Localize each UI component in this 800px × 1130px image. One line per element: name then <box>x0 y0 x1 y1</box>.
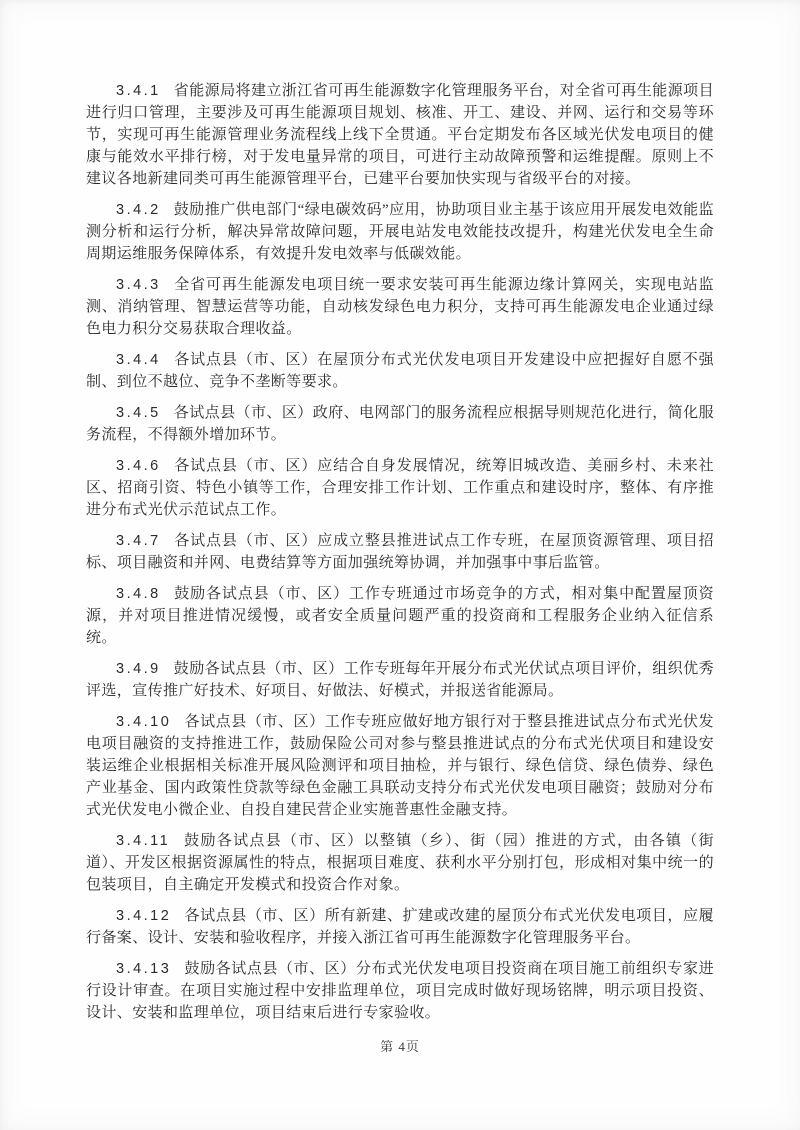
paragraph-number: 3.4.5 <box>116 405 161 421</box>
paragraph-text: 各试点县（市、区）在屋顶分布式光伏发电项目开发建设中应把握好自愿不强制、到位不越位、竞争不垄断等要求。 <box>86 352 714 390</box>
paragraph-text: 全省可再生能源发电项目统一要求安装可再生能源边缘计算网关，实现电站监测、消纳管理、智慧运营等功能，自动核发绿色电力积分，支持可再生能源发电企业通过绿色电力积分交易获取合理收益。 <box>86 277 714 337</box>
paragraph-number: 3.4.13 <box>116 961 172 977</box>
paragraph-number: 3.4.1 <box>116 83 161 99</box>
paragraph-3-4-1 <box>86 80 714 190</box>
document-body <box>86 80 714 1033</box>
paragraph-number: 3.4.9 <box>116 661 161 677</box>
paragraph-3-4-3 <box>86 274 714 340</box>
paragraph-3-4-4 <box>86 349 714 393</box>
paragraph-number: 3.4.2 <box>116 202 161 218</box>
paragraph-text: 各试点县（市、区）应成立整县推进试点工作专班，在屋顶资源管理、项目招标、项目融资和并网、电费结算等方面加强统筹协调，并加强事中事后监管。 <box>86 533 714 571</box>
paragraph-number: 3.4.8 <box>116 586 161 602</box>
paragraph-3-4-9 <box>86 658 714 702</box>
paragraph-text: 鼓励推广供电部门“绿电碳效码”应用，协助项目业主基于该应用开展发电效能监测分析和运行分析，解决异常故障问题，开展电站发电效能技改提升，构建光伏发电全生命周期运维服务保障体系，有效提升发电效率与低碳效能。 <box>86 202 714 262</box>
paragraph-number: 3.4.11 <box>116 833 171 849</box>
paragraph-text: 各试点县（市、区）所有新建、扩建或改建的屋顶分布式光伏发电项目，应履行备案、设计、安装和验收程序，并接入浙江省可再生能源数字化管理服务平台。 <box>86 908 714 946</box>
paragraph-number: 3.4.6 <box>116 458 161 474</box>
paragraph-3-4-12 <box>86 905 714 949</box>
paragraph-text: 各试点县（市、区）应结合自身发展情况，统筹旧城改造、美丽乡村、未来社区、招商引资、特色小镇等工作，合理安排工作计划、工作重点和建设时序，整体、有序推进分布式光伏示范试点工作。 <box>86 458 714 518</box>
paragraph-text: 鼓励各试点县（市、区）工作专班通过市场竞争的方式，相对集中配置屋顶资源，并对项目推进情况缓慢，或者安全质量问题严重的投资商和工程服务企业纳入征信系统。 <box>86 586 714 646</box>
paragraph-text: 鼓励各试点县（市、区）工作专班每年开展分布式光伏试点项目评价，组织优秀评选，宣传推广好技术、好项目、好做法、好模式，并报送省能源局。 <box>86 661 714 699</box>
paragraph-3-4-2 <box>86 199 714 265</box>
paragraph-text: 各试点县（市、区）工作专班应做好地方银行对于整县推进试点分布式光伏发电项目融资的支持推进工作，鼓励保险公司对参与整县推进试点的分布式光伏项目和建设安装运维企业根据相关标准开展风险测评和项目抽检，并与银行、绿色信贷、绿色债券、绿色产业基金、国内政策性贷款等绿色金融工具联动支持分布式光伏发电项目融资；鼓励对分布式光伏发电小微企业、自投自建民营企业实施普惠性金融支持。 <box>86 714 714 818</box>
paragraph-number: 3.4.3 <box>116 277 161 293</box>
paragraph-text: 各试点县（市、区）政府、电网部门的服务流程应根据导则规范化进行，简化服务流程，不得额外增加环节。 <box>86 405 714 443</box>
paragraph-number: 3.4.10 <box>116 714 172 730</box>
paragraph-number: 3.4.12 <box>116 908 172 924</box>
paragraph-text: 鼓励各试点县（市、区）以整镇（乡）、街（园）推进的方式，由各镇（街道）、开发区根据资源属性的特点，根据项目难度、获利水平分别打包，形成相对集中统一的包装项目，自主确定开发模式和投资合作对象。 <box>86 833 714 893</box>
paragraph-3-4-5 <box>86 402 714 446</box>
paragraph-3-4-7 <box>86 530 714 574</box>
paragraph-3-4-6 <box>86 455 714 521</box>
paragraph-3-4-11 <box>86 830 714 896</box>
page-number: 第 4页 <box>380 1039 420 1054</box>
paragraph-3-4-8 <box>86 583 714 649</box>
paragraph-3-4-10 <box>86 711 714 821</box>
paragraph-number: 3.4.4 <box>116 352 161 368</box>
paragraph-number: 3.4.7 <box>116 533 161 549</box>
paragraph-3-4-13 <box>86 958 714 1024</box>
paragraph-text: 鼓励各试点县（市、区）分布式光伏发电项目投资商在项目施工前组织专家进行设计审查。在项目实施过程中安排监理单位，项目完成时做好现场铭牌，明示项目投资、设计、安装和监理单位，项目结束后进行专家验收。 <box>86 961 714 1021</box>
paragraph-text: 省能源局将建立浙江省可再生能源数字化管理服务平台，对全省可再生能源项目进行归口管理，主要涉及可再生能源项目规划、核准、开工、建设、并网、运行和交易等环节，实现可再生能源管理业务流程线上线下全贯通。平台定期发布各区域光伏发电项目的健康与能效水平排行榜，对于发电量异常的项目，可进行主动故障预警和运维提醒。原则上不建议各地新建同类可再生能源管理平台，已建平台要加快实现与省级平台的对接。 <box>86 83 714 187</box>
